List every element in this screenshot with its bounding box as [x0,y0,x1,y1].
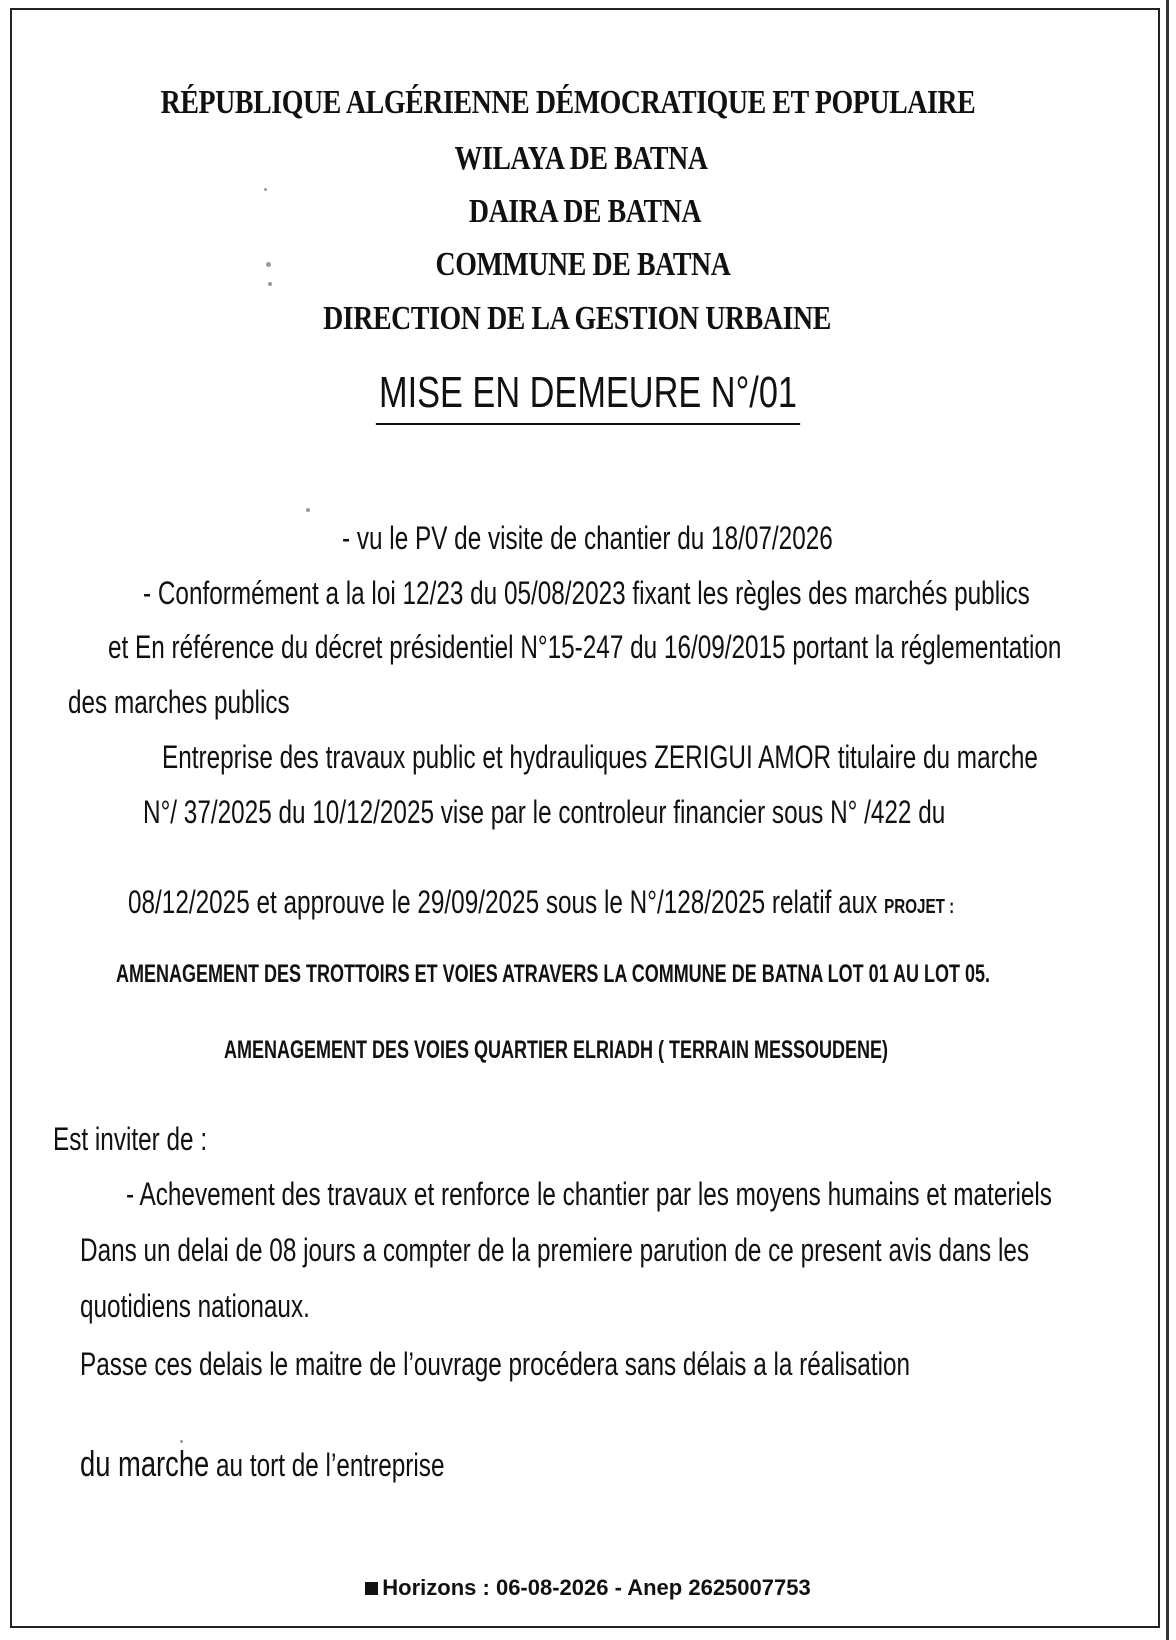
du-marche-text: du marche [80,1443,210,1484]
body-line-quotidiens: quotidiens nationaux. [80,1288,310,1324]
approuve-text: 08/12/2025 et approuve le 29/09/2025 sous le N°/128/2025 relatif aux [128,884,878,920]
header-republic: RÉPUBLIQUE ALGÉRIENNE DÉMOCRATIQUE ET POPULAIRE [160,84,976,121]
publication-footer [0,1575,1176,1601]
body-line-marche-num: N°/ 37/2025 du 10/12/2025 vise par le controleur financier sous N° /422 du [143,794,946,830]
header-wilaya: WILAYA DE BATNA [454,140,708,177]
body-line-inviter: Est inviter de : [53,1121,208,1157]
project-line-2: AMENAGEMENT DES VOIES QUARTIER ELRIADH ( TERRAIN MESSOUDENE) [224,1036,889,1064]
body-line-tort [80,1443,444,1485]
body-line-entreprise: Entreprise des travaux public et hydrauliques ZERIGUI AMOR titulaire du marche [162,739,1038,775]
body-line-pv: - vu le PV de visite de chantier du 18/07/2026 [342,520,833,556]
body-line-approuve [128,884,954,921]
body-line-delai: Dans un delai de 08 jours a compter de la premiere parution de ce present avis dans les [80,1232,1030,1268]
document-title-text: MISE EN DEMEURE N°/01 [376,368,800,425]
scan-speck [264,188,267,191]
header-commune: COMMUNE DE BATNA [435,246,731,283]
square-bullet-icon [365,1582,378,1595]
body-line-passe: Passe ces delais le maitre de l’ouvrage procédera sans délais a la réalisation [80,1346,911,1382]
document-title [129,368,1046,418]
scan-speck [306,508,310,512]
footer-text: Horizons : 06-08-2026 - Anep 2625007753 [382,1575,811,1600]
projet-label: PROJET : [884,896,955,918]
scan-edge [1166,0,1169,1640]
project-line-1: AMENAGEMENT DES TROTTOIRS ET VOIES ATRAVERS LA COMMUNE DE BATNA LOT 01 AU LOT 05. [116,960,991,988]
body-line-decret: et En référence du décret présidentiel N°15-247 du 16/09/2015 portant la réglementation [108,629,1062,665]
au-tort-text: au tort de l’entreprise [209,1447,445,1483]
body-line-achevement: - Achevement des travaux et renforce le chantier par les moyens humains et materiels [126,1176,1052,1212]
body-line-loi: - Conformément a la loi 12/23 du 05/08/2023 fixant les règles des marchés publics [143,575,1030,611]
header-daira: DAIRA DE BATNA [468,193,702,230]
body-line-marches: des marches publics [68,684,290,720]
header-direction: DIRECTION DE LA GESTION URBAINE [323,300,831,337]
